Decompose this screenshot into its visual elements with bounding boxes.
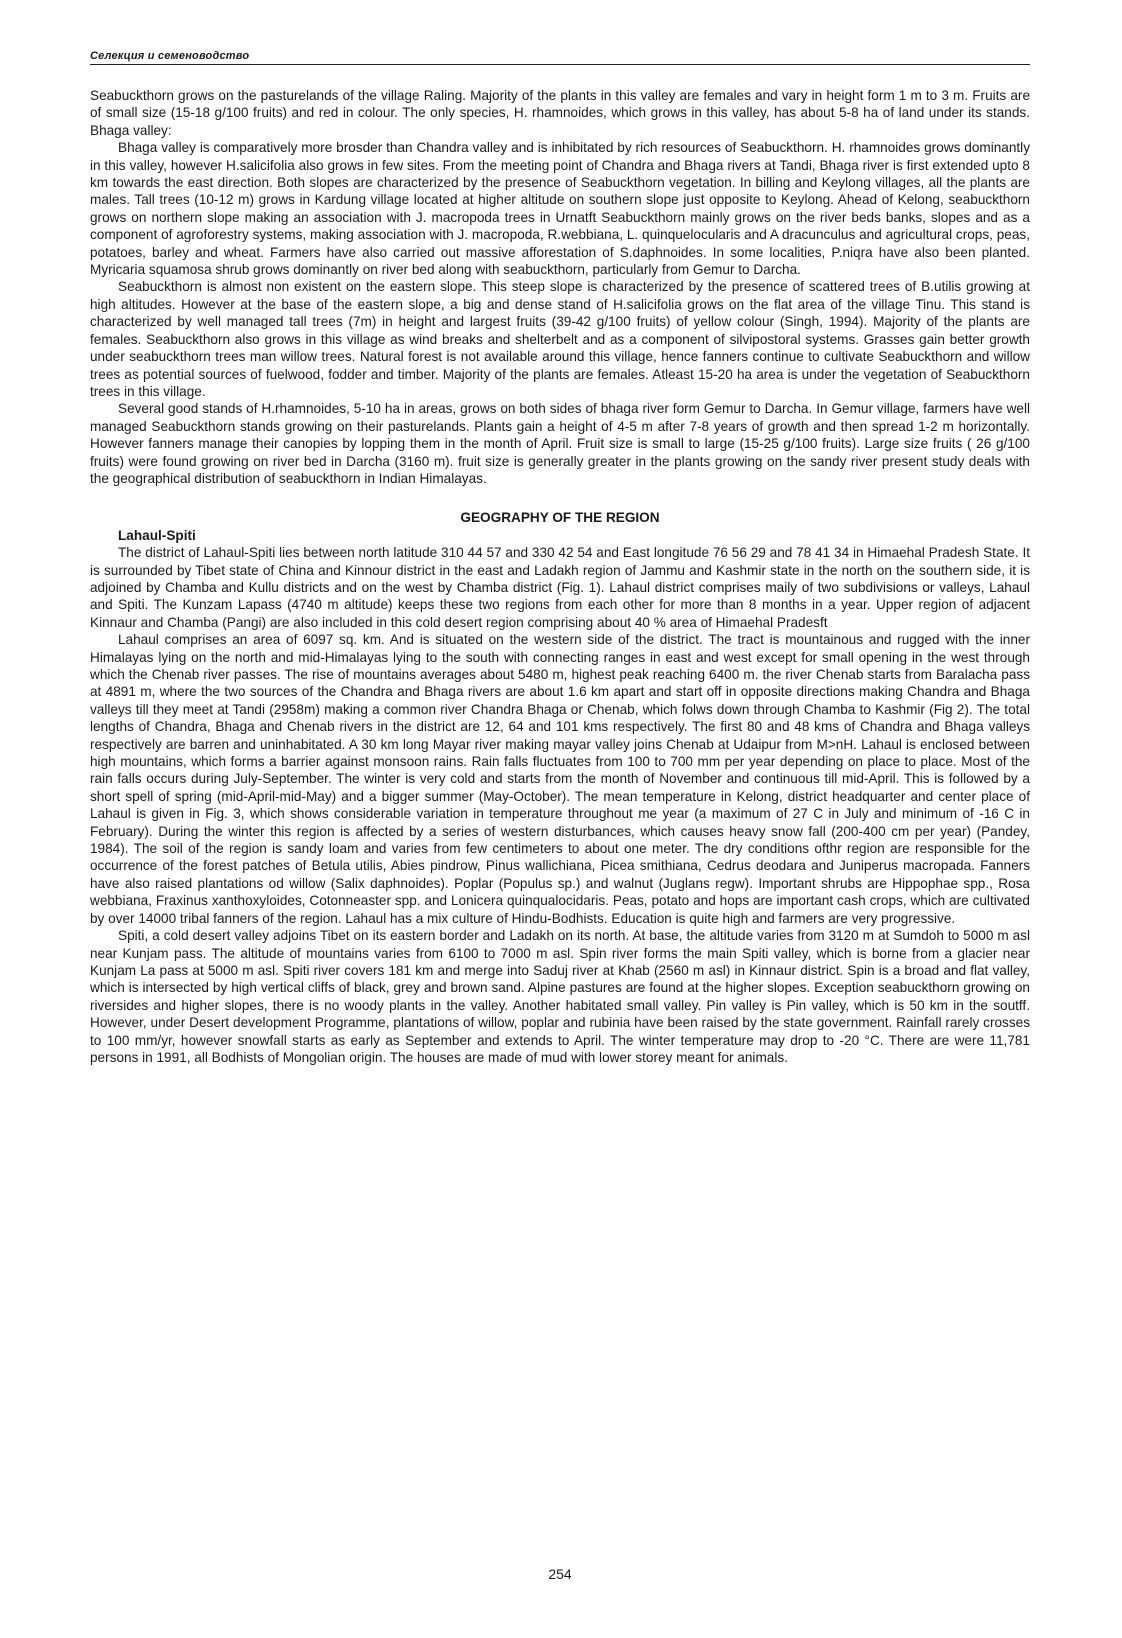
paragraph: The district of Lahaul-Spiti lies between north latitude 310 44 57 and 330 42 54 and East longitude 76 56 29 and 78 41 34 in Himaehal Pradesh State. It is surrounded by Tibet state of China and Kinnour district in the east and Ladakh region of Jammu and Kashmir state in the north on the southern side, it is adjoined by Chamba and Kullu districts and on the west by Chamba district (Fig. 1). Lahaul district comprises maily of two subdivisions or valleys, Lahaul and Spiti. The Kunzam Lapass (4740 m altitude) keeps these two regions from each other for more than 8 months in a year. Upper region of adjacent Kinnaur and Chamba (Pangi) are also included in this cold desert region comprising about 40 % area of Himaehal Pradesft (90, 545, 1030, 630)
paragraph: Spiti, a cold desert valley adjoins Tibet on its eastern border and Ladakh on its north. At base, the altitude varies from 3120 m at Sumdoh to 5000 m asl near Kunjam pass. The altitude of mountains varies from 6100 to 7000 m asl. Spin river forms the main Spiti valley, which is borne from a glacier near Kunjam La pass at 5000 m asl. Spiti river covers 181 km and merge into Saduj river at Khab (2560 m asl) in Kinnaur district. Spin is a broad and flat valley, which is intersected by high vertical cliffs of black, grey and brown sand. Alpine pastures are found at the higher slopes. Exception seabuckthorn growing on riversides and higher slopes, there is no woody plants in the valley. Another habitated small valley. Pin valley is Pin valley, which is 50 km in the soutff. However, under Desert development Programme, plantations of willow, poplar and rubinia have been raised by the state government. Rainfall rarely crosses to 100 mm/yr, however snowfall starts as early as September and extends to April. The winter temperature may drop to -20 °C. There are were 11,781 persons in 1991, all Bodhists of Mongolian origin. The houses are made of mud with lower storey meant for animals. (90, 928, 1030, 1065)
section-heading: GEOGRAPHY OF THE REGION (460, 510, 660, 526)
paragraph: Seabuckthorn is almost non existent on the eastern slope. This steep slope is characterized by the presence of scattered trees of B.utilis growing at high altitudes. However at the base of the eastern slope, a big and dense stand of H.salicifolia grows on the flat area of the village Tinu. This stand is characterized by well managed tall trees (7m) in height and largest fruits (39-42 g/100 fruits) of yellow colour (Singh, 1994). Majority of the plants are females. Seabuckthorn also grows in this village as wind breaks and shelterbelt and as a component of silvipostoral systems. Grasses gain better growth under seabuckthorn trees man willow trees. Natural forest is not available around this village, hence fanners continue to cultivate Seabuckthorn and willow trees as potential sources of fuelwood, fodder and timber. Majority of the plants are females. Atleast 15-20 ha area is under the vegetation of Seabuckthorn trees in this village. (90, 279, 1030, 399)
page (90, 50, 1030, 1582)
page-number: 254 (548, 1566, 572, 1582)
running-head: Селекция и семеноводство (90, 50, 1030, 65)
paragraph: Lahaul comprises an area of 6097 sq. km. And is situated on the western side of the district. The tract is mountainous and rugged with the inner Himalayas lying on the north and mid-Himalayas lying to the south with connecting ranges in east and west except for small opening in the west through which the Chenab river passes. The rise of mountains averages about 5480 m, highest peak reaching 6400 m. the river Chenab starts from Baralacha pass at 4891 m, where the two sources of the Chandra and Bhaga rivers are about 1.6 km apart and start off in opposite directions making Chandra and Bhaga valleys till they meet at Tandi (2958m) making a common river Chandra Bhaga or Chenab, which folws down through Chamba to Kashmir (Fig 2). The total lengths of Chandra, Bhaga and Chenab rivers in the district are 12, 64 and 101 kms respectively. The first 80 and 48 kms of Chandra and Bhaga valleys respectively are barren and uninhabitated. A 30 km long Mayar river making mayar valley joins Chenab at Udaipur from M>nH. Lahaul is enclosed between high mountains, which forms a barrier against monsoon rains. Rain falls fluctuates from 100 to 700 mm per year depending on place to place. Most of the rain falls occurs during July-September. The winter is very cold and starts from the month of November and continuous till mid-April. This is followed by a short spell of spring (mid-April-mid-May) and a bigger summer (May-October). The mean temperature in Kelong, district headquarter and center place of Lahaul is given in Fig. 3, which shows considerable variation in temperature throughout me year (a maximum of 27 C in July and minimum of -16 C in February). During the winter this region is affected by a series of western disturbances, which causes heavy snow fall (200-400 cm per year) (Pandey, 1984). The soil of the region is sandy loam and varies from few centimeters to about one meter. The dry conditions ofthr region are responsible for the occurrence of the forest patches of Betula utilis, Abies pindrow, Pinus wallichiana, Picea smithiana, Cedrus deodara and Juniperus macropada. Fanners have also raised plantations od willow (Salix daphnoides). Poplar (Populus sp.) and walnut (Juglans regw). Important shrubs are Hippophae spp., Rosa webbiana, Fraxinus xanthoxyloides, Cotonneaster spp. and Lonicera quinqualocidaris. Peas, potato and hops are important cash crops, which are cultivated by over 14000 tribal fanners of the region. Lahaul has a mix culture of Hindu-Bodhists. Education is quite high and farmers are very progressive. (90, 632, 1030, 926)
article-body (90, 87, 1030, 1066)
paragraph: Bhaga valley is comparatively more brosder than Chandra valley and is inhibitated by rich resources of Seabuckthorn. H. rhamnoides grows dominantly in this valley, however H.salicifolia also grows in few sites. From the meeting point of Chandra and Bhaga rivers at Tandi, Bhaga river is first extended upto 8 km towards the east direction. Both slopes are characterized by the presence of Seabuckthorn vegetation. In billing and Keylong villages, all the plants are males. Tall trees (10-12 m) grows in Kardung village located at higher altitude on southern slope just opposite to Keylong. Ahead of Kelong, seabuckthorn grows on northern slope making an association with J. macropoda trees in Urnatft Seabuckthorn mainly grows on the river beds banks, slopes and as a component of agroforestry systems, making association with J. macropoda, R.webbiana, L. quinquelocularis and A dracunculus and agricultural crops, peas, potatoes, barley and wheat. Farmers have also carried out massive afforestation of S.daphnoides. In some localities, P.niqra have also been planted. Myricaria squamosa shrub grows dominantly on river bed along with seabuckthorn, particularly from Gemur to Darcha. (90, 140, 1030, 278)
subheading: Lahaul-Spiti (118, 527, 196, 543)
paragraph: Several good stands of H.rhamnoides, 5-10 ha in areas, grows on both sides of bhaga river form Gemur to Darcha. In Gemur village, farmers have well managed Seabuckthorn stands growing on their pasturelands. Plants gain a height of 4-5 m after 7-8 years of growth and then spread 1-2 m horizontally. However fanners manage their canopies by lopping them in the month of April. Fruit size is small to large (15-25 g/100 fruits). Large size fruits ( 26 g/100 fruits) were found growing on river bed in Darcha (3160 m). fruit size is generally greater in the plants growing on the sandy river present study deals with the geographical distribution of seabuckthorn in Indian Himalayas. (90, 401, 1030, 486)
paragraph: Seabuckthorn grows on the pasturelands of the village Raling. Majority of the plants in this valley are females and vary in height form 1 m to 3 m. Fruits are of small size (15-18 g/100 fruits) and red in colour. The only species, H. rhamnoides, which grows in this valley, has about 5-8 ha of land under its stands. Bhaga valley: (90, 88, 1030, 138)
